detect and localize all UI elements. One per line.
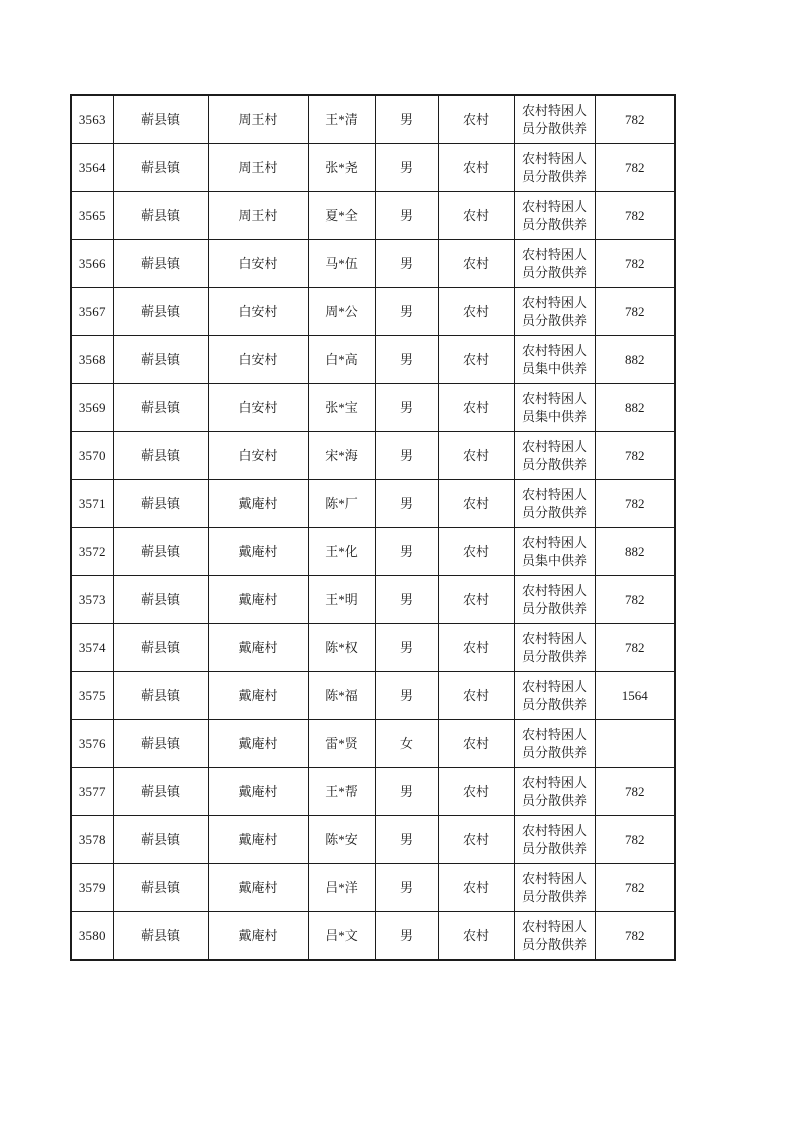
cell-town: 蕲县镇 <box>113 144 208 192</box>
cell-area-type: 农村 <box>438 336 514 384</box>
cell-person-name: 王*明 <box>308 576 375 624</box>
cell-support-category: 农村特困人员分散供养 <box>514 192 595 240</box>
cell-amount: 882 <box>595 384 675 432</box>
cell-amount: 882 <box>595 528 675 576</box>
cell-village: 戴庵村 <box>208 528 308 576</box>
cell-gender: 男 <box>375 816 438 864</box>
cell-serial-number: 3578 <box>71 816 113 864</box>
cell-town: 蕲县镇 <box>113 912 208 961</box>
cell-gender: 男 <box>375 192 438 240</box>
cell-amount: 882 <box>595 336 675 384</box>
cell-person-name: 吕*文 <box>308 912 375 961</box>
cell-person-name: 周*公 <box>308 288 375 336</box>
table-row <box>71 816 675 864</box>
cell-gender: 男 <box>375 528 438 576</box>
cell-serial-number: 3576 <box>71 720 113 768</box>
cell-serial-number: 3565 <box>71 192 113 240</box>
table-row <box>71 432 675 480</box>
cell-village: 周王村 <box>208 144 308 192</box>
cell-support-category: 农村特困人员分散供养 <box>514 624 595 672</box>
cell-amount: 782 <box>595 480 675 528</box>
cell-gender: 男 <box>375 624 438 672</box>
cell-village: 戴庵村 <box>208 720 308 768</box>
cell-person-name: 陈*福 <box>308 672 375 720</box>
cell-serial-number: 3580 <box>71 912 113 961</box>
cell-area-type: 农村 <box>438 720 514 768</box>
cell-support-category: 农村特困人员分散供养 <box>514 912 595 961</box>
cell-support-category: 农村特困人员分散供养 <box>514 432 595 480</box>
cell-person-name: 雷*贤 <box>308 720 375 768</box>
cell-serial-number: 3579 <box>71 864 113 912</box>
cell-village: 戴庵村 <box>208 624 308 672</box>
cell-person-name: 王*化 <box>308 528 375 576</box>
cell-area-type: 农村 <box>438 816 514 864</box>
cell-serial-number: 3574 <box>71 624 113 672</box>
cell-village: 戴庵村 <box>208 672 308 720</box>
cell-gender: 男 <box>375 95 438 144</box>
cell-gender: 男 <box>375 288 438 336</box>
cell-area-type: 农村 <box>438 384 514 432</box>
cell-gender: 男 <box>375 480 438 528</box>
cell-amount: 782 <box>595 192 675 240</box>
cell-village: 戴庵村 <box>208 864 308 912</box>
cell-person-name: 吕*洋 <box>308 864 375 912</box>
cell-area-type: 农村 <box>438 192 514 240</box>
table-row <box>71 912 675 961</box>
cell-area-type: 农村 <box>438 240 514 288</box>
table-row <box>71 288 675 336</box>
cell-person-name: 张*尧 <box>308 144 375 192</box>
cell-support-category: 农村特困人员集中供养 <box>514 528 595 576</box>
cell-serial-number: 3566 <box>71 240 113 288</box>
cell-serial-number: 3575 <box>71 672 113 720</box>
cell-person-name: 张*宝 <box>308 384 375 432</box>
cell-support-category: 农村特困人员分散供养 <box>514 95 595 144</box>
cell-village: 白安村 <box>208 336 308 384</box>
cell-gender: 男 <box>375 864 438 912</box>
table-row <box>71 144 675 192</box>
cell-person-name: 王*帮 <box>308 768 375 816</box>
cell-serial-number: 3569 <box>71 384 113 432</box>
cell-serial-number: 3568 <box>71 336 113 384</box>
cell-support-category: 农村特困人员分散供养 <box>514 720 595 768</box>
cell-support-category: 农村特困人员分散供养 <box>514 288 595 336</box>
cell-amount: 782 <box>595 816 675 864</box>
cell-village: 白安村 <box>208 288 308 336</box>
cell-village: 戴庵村 <box>208 912 308 961</box>
cell-support-category: 农村特困人员分散供养 <box>514 768 595 816</box>
table-row <box>71 95 675 144</box>
cell-area-type: 农村 <box>438 768 514 816</box>
cell-support-category: 农村特困人员分散供养 <box>514 864 595 912</box>
table-row <box>71 672 675 720</box>
cell-area-type: 农村 <box>438 576 514 624</box>
cell-amount: 782 <box>595 144 675 192</box>
cell-area-type: 农村 <box>438 528 514 576</box>
table-row <box>71 480 675 528</box>
cell-town: 蕲县镇 <box>113 288 208 336</box>
cell-serial-number: 3570 <box>71 432 113 480</box>
cell-gender: 男 <box>375 240 438 288</box>
cell-village: 白安村 <box>208 432 308 480</box>
table-body <box>71 95 675 960</box>
cell-area-type: 农村 <box>438 144 514 192</box>
cell-town: 蕲县镇 <box>113 624 208 672</box>
cell-support-category: 农村特困人员分散供养 <box>514 576 595 624</box>
cell-person-name: 白*高 <box>308 336 375 384</box>
cell-area-type: 农村 <box>438 288 514 336</box>
table-row <box>71 384 675 432</box>
cell-town: 蕲县镇 <box>113 768 208 816</box>
cell-village: 周王村 <box>208 95 308 144</box>
cell-amount: 782 <box>595 576 675 624</box>
cell-village: 戴庵村 <box>208 576 308 624</box>
cell-area-type: 农村 <box>438 480 514 528</box>
cell-serial-number: 3573 <box>71 576 113 624</box>
cell-area-type: 农村 <box>438 672 514 720</box>
cell-amount: 782 <box>595 288 675 336</box>
cell-amount: 782 <box>595 624 675 672</box>
cell-town: 蕲县镇 <box>113 528 208 576</box>
cell-gender: 男 <box>375 336 438 384</box>
cell-town: 蕲县镇 <box>113 576 208 624</box>
cell-town: 蕲县镇 <box>113 384 208 432</box>
cell-serial-number: 3572 <box>71 528 113 576</box>
cell-village: 白安村 <box>208 240 308 288</box>
cell-person-name: 陈*安 <box>308 816 375 864</box>
table-row <box>71 192 675 240</box>
cell-amount: 782 <box>595 864 675 912</box>
cell-gender: 男 <box>375 912 438 961</box>
cell-village: 戴庵村 <box>208 816 308 864</box>
cell-amount: 782 <box>595 912 675 961</box>
cell-village: 白安村 <box>208 384 308 432</box>
cell-amount: 782 <box>595 432 675 480</box>
cell-serial-number: 3571 <box>71 480 113 528</box>
cell-person-name: 宋*海 <box>308 432 375 480</box>
cell-town: 蕲县镇 <box>113 192 208 240</box>
cell-amount: 782 <box>595 95 675 144</box>
table-row <box>71 528 675 576</box>
cell-support-category: 农村特困人员分散供养 <box>514 240 595 288</box>
cell-person-name: 夏*全 <box>308 192 375 240</box>
cell-gender: 男 <box>375 768 438 816</box>
table-row <box>71 576 675 624</box>
cell-support-category: 农村特困人员集中供养 <box>514 336 595 384</box>
cell-amount: 1564 <box>595 672 675 720</box>
cell-area-type: 农村 <box>438 864 514 912</box>
cell-area-type: 农村 <box>438 624 514 672</box>
cell-village: 戴庵村 <box>208 480 308 528</box>
cell-serial-number: 3563 <box>71 95 113 144</box>
cell-amount: 782 <box>595 768 675 816</box>
cell-person-name: 陈*厂 <box>308 480 375 528</box>
table-row <box>71 240 675 288</box>
cell-amount: 782 <box>595 240 675 288</box>
cell-gender: 男 <box>375 672 438 720</box>
cell-support-category: 农村特困人员分散供养 <box>514 480 595 528</box>
cell-town: 蕲县镇 <box>113 816 208 864</box>
cell-gender: 男 <box>375 384 438 432</box>
table-row <box>71 720 675 768</box>
cell-amount <box>595 720 675 768</box>
cell-person-name: 陈*权 <box>308 624 375 672</box>
cell-support-category: 农村特困人员分散供养 <box>514 144 595 192</box>
cell-serial-number: 3567 <box>71 288 113 336</box>
cell-support-category: 农村特困人员分散供养 <box>514 672 595 720</box>
cell-support-category: 农村特困人员集中供养 <box>514 384 595 432</box>
cell-village: 戴庵村 <box>208 768 308 816</box>
cell-town: 蕲县镇 <box>113 864 208 912</box>
cell-serial-number: 3564 <box>71 144 113 192</box>
cell-area-type: 农村 <box>438 432 514 480</box>
cell-person-name: 王*清 <box>308 95 375 144</box>
table-row <box>71 768 675 816</box>
cell-town: 蕲县镇 <box>113 95 208 144</box>
cell-town: 蕲县镇 <box>113 720 208 768</box>
cell-town: 蕲县镇 <box>113 432 208 480</box>
cell-area-type: 农村 <box>438 912 514 961</box>
table-row <box>71 336 675 384</box>
cell-town: 蕲县镇 <box>113 336 208 384</box>
beneficiary-table <box>70 94 676 961</box>
table-row <box>71 624 675 672</box>
cell-town: 蕲县镇 <box>113 672 208 720</box>
cell-person-name: 马*伍 <box>308 240 375 288</box>
cell-support-category: 农村特困人员分散供养 <box>514 816 595 864</box>
cell-town: 蕲县镇 <box>113 480 208 528</box>
cell-serial-number: 3577 <box>71 768 113 816</box>
table-row <box>71 864 675 912</box>
cell-gender: 女 <box>375 720 438 768</box>
cell-gender: 男 <box>375 144 438 192</box>
cell-village: 周王村 <box>208 192 308 240</box>
cell-town: 蕲县镇 <box>113 240 208 288</box>
cell-area-type: 农村 <box>438 95 514 144</box>
cell-gender: 男 <box>375 432 438 480</box>
cell-gender: 男 <box>375 576 438 624</box>
